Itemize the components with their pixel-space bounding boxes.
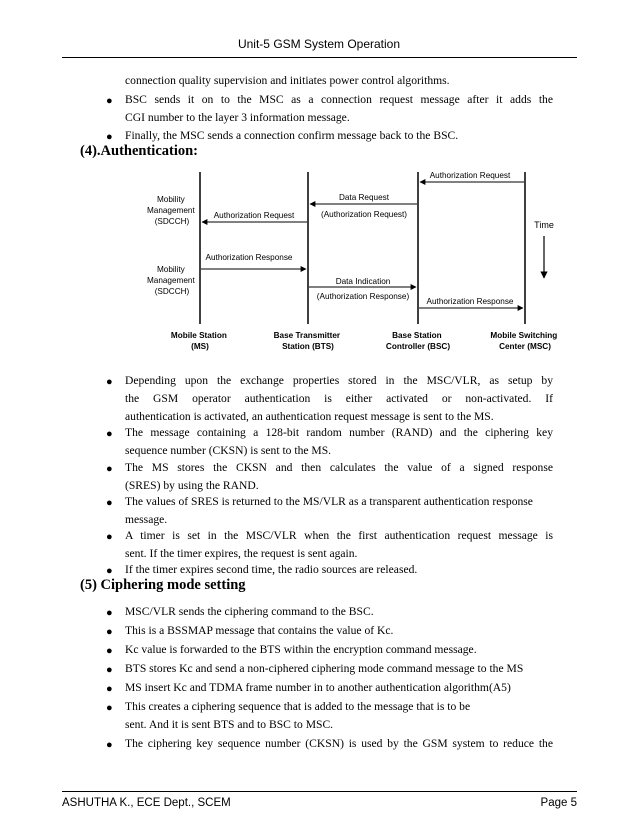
page-number: Page 5 (540, 797, 577, 809)
label-auth-response-paren: (Authorization Response) (316, 292, 410, 301)
entity-bts: Base Transmitter Station (BTS) (273, 331, 341, 351)
label-auth-request-msc: Authorization Request (429, 171, 511, 180)
label-auth-request-ms: Authorization Request (213, 211, 295, 220)
entity-msc: Mobile Switching Center (MSC) (490, 331, 558, 351)
label-data-request: Data Request (338, 193, 390, 202)
section-5-title: (5) Ciphering mode setting (80, 577, 246, 593)
page-header: Unit-5 GSM System Operation (237, 37, 401, 51)
footer-rule (62, 791, 577, 792)
bullet-icon: ● (106, 702, 113, 714)
bullet-icon: ● (106, 463, 113, 475)
section-4-title: (4).Authentication: (80, 143, 199, 159)
s4-bullet-2-line-1: The message containing a 128-bit random number (RAND) and the ciphering key (125, 426, 553, 439)
header-rule (62, 57, 577, 58)
footer-author: ASHUTHA K., ECE Dept., SCEM (62, 797, 231, 809)
intro-bullet-1-line-2: CGI number to the layer 3 information message. (125, 111, 350, 124)
label-data-indication: Data Indication (335, 277, 391, 286)
s5-bullet-6-line-1: This creates a ciphering sequence that is added to the message that is to be (125, 700, 471, 713)
bullet-icon: ● (106, 626, 113, 638)
bullet-icon: ● (106, 531, 113, 543)
authentication-sequence-diagram (120, 166, 570, 366)
s4-bullet-6-line-1: If the timer expires second time, the radio sources are released. (125, 563, 418, 576)
s5-bullet-4: BTS stores Kc and send a non-ciphered ciphering mode command message to the MS (125, 662, 524, 675)
s4-bullet-4-line-1: The values of SRES is returned to the MS/VLR as a transparent authentication response (125, 495, 533, 508)
s5-bullet-5: MS insert Kc and TDMA frame number in to another authentication algorithm(A5) (125, 681, 511, 694)
s5-bullet-1: MSC/VLR sends the ciphering command to the BSC. (125, 605, 374, 618)
s4-bullet-5-line-1: A timer is set in the MSC/VLR when the first authentication request message is (125, 529, 553, 542)
s5-bullet-6-line-2: sent. And it is sent BTS and to BSC to MSC. (125, 718, 334, 731)
label-auth-response-ms: Authorization Response (205, 253, 293, 262)
s4-bullet-5-line-2: sent. If the timer expires, the request is sent again. (125, 547, 358, 560)
entity-bsc: Base Station Controller (BSC) (385, 331, 451, 351)
bullet-icon: ● (106, 95, 113, 107)
s4-bullet-4-line-2: message. (125, 513, 168, 526)
label-auth-response-msc: Authorization Response (426, 297, 514, 306)
s5-bullet-3: Kc value is forwarded to the BTS within the encryption command message. (125, 643, 477, 656)
s4-bullet-3-line-2: (SRES) by using the RAND. (125, 479, 259, 492)
s5-bullet-7: The ciphering key sequence number (CKSN) is used by the GSM system to reduce the (125, 737, 553, 750)
s4-bullet-2-line-2: sequence number (CKSN) is sent to the MS. (125, 444, 332, 457)
bullet-icon: ● (106, 497, 113, 509)
intro-bullet-2: Finally, the MSC sends a connection confirm message back to the BSC. (125, 129, 459, 142)
bullet-icon: ● (106, 664, 113, 676)
mm-label-2: Mobility Management (SDCCH) (146, 265, 195, 296)
bullet-icon: ● (106, 607, 113, 619)
bullet-icon: ● (106, 683, 113, 695)
s4-bullet-1-line-3: authentication is activated, an authentication request message is sent to the MS. (125, 410, 494, 423)
bullet-icon: ● (106, 565, 113, 577)
bullet-icon: ● (106, 428, 113, 440)
bullet-icon: ● (106, 645, 113, 657)
s5-bullet-2: This is a BSSMAP message that contains the value of Kc. (125, 624, 394, 637)
time-label: Time (534, 220, 554, 230)
s4-bullet-1-line-1: Depending upon the exchange properties stored in the MSC/VLR, as setup by (125, 374, 553, 387)
mm-label-1: Mobility Management (SDCCH) (146, 195, 195, 226)
intro-bullet-1-line-1: BSC sends it on to the MSC as a connection request message after it adds the (125, 93, 553, 106)
bullet-icon: ● (106, 376, 113, 388)
label-auth-request-paren: (Authorization Request) (320, 210, 408, 219)
intro-continuation: connection quality supervision and initiates power control algorithms. (125, 74, 450, 87)
entity-ms: Mobile Station (MS) (170, 331, 227, 351)
bullet-icon: ● (106, 739, 113, 751)
s4-bullet-1-line-2: the GSM operator authentication is either activated or non-activated. If (125, 392, 553, 405)
s4-bullet-3-line-1: The MS stores the CKSN and then calculates the value of a signed response (125, 461, 553, 474)
bullet-icon: ● (106, 131, 113, 143)
